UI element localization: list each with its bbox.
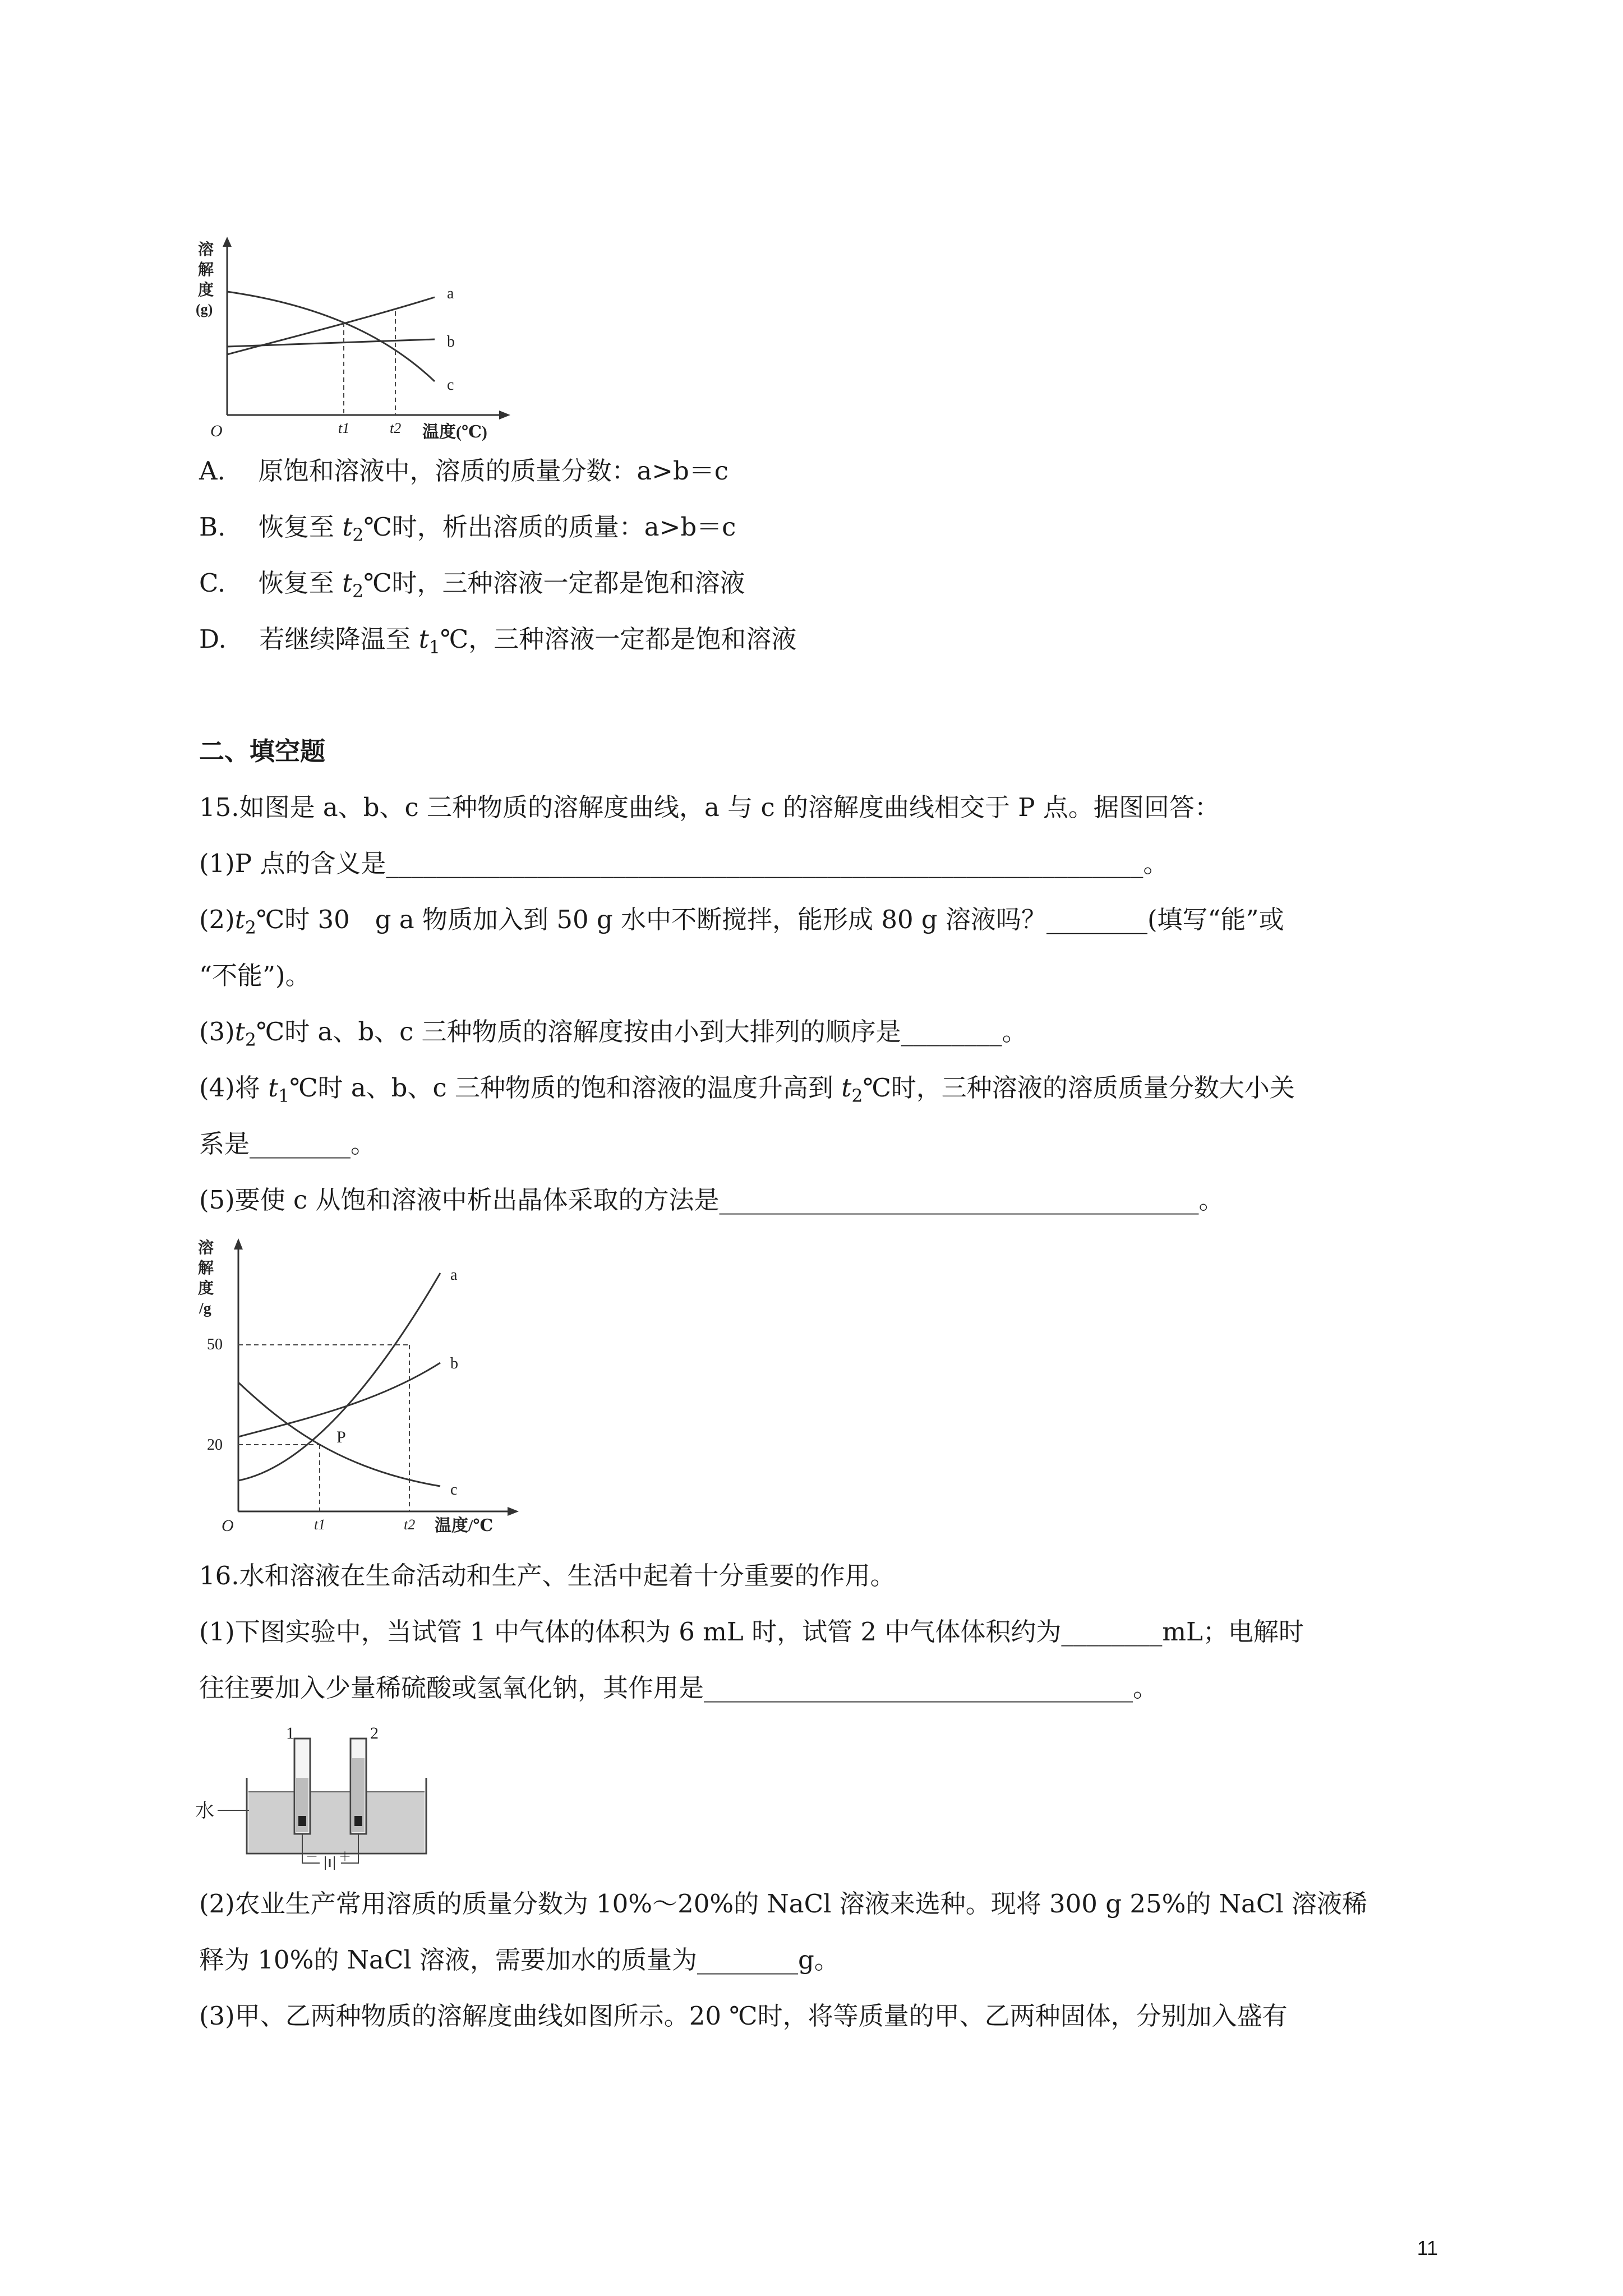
option-b-post: ℃时，析出溶质的质量：a>b＝c xyxy=(363,512,736,542)
chart2-y-arrow xyxy=(234,1238,243,1250)
electrode-2 xyxy=(354,1816,362,1826)
q15-stem: 15.如图是 a、b、c 三种物质的溶解度曲线，a 与 c 的溶解度曲线相交于 P 点。据图回答： xyxy=(199,792,1220,822)
q16-part3: (3)甲、乙两种物质的溶解度曲线如图所示。20 ℃时，将等质量的甲、乙两种固体，分别加入盛有 xyxy=(199,2001,1288,2031)
q15-part4b: 系是________。 xyxy=(199,1129,376,1159)
option-c xyxy=(199,566,745,608)
option-d-pre: 若继续降温至 xyxy=(259,624,419,654)
chart1-label-a: a xyxy=(447,285,454,302)
q15-part2a xyxy=(199,903,1284,945)
chart2-tick-20: 20 xyxy=(207,1436,223,1454)
q15-part2a-post: ℃时 30 g a 物质加入到 50 g 水中不断搅拌，能形成 80 g 溶液吗？________(填写“能”或 xyxy=(256,905,1284,934)
option-b-letter: B. xyxy=(199,512,226,542)
chart2-ylabel-2: 解 xyxy=(198,1260,214,1277)
chart1-ylabel-2: 解 xyxy=(198,261,214,279)
chart1-label-b: b xyxy=(447,333,455,351)
q15-part2a-sub: 2 xyxy=(245,918,256,938)
chart1-xlabel: 温度(℃) xyxy=(422,423,487,441)
q15-part4a xyxy=(199,1071,1295,1113)
q15-part3-pre: (3) xyxy=(199,1017,235,1046)
chart2-ylabel-1: 溶 xyxy=(198,1239,214,1257)
q15-part3-var: t xyxy=(234,1017,245,1046)
chart1-curve-b xyxy=(227,339,435,347)
chart1-t2-tick: t2 xyxy=(390,420,402,436)
q16-part1a: (1)下图实验中，当试管 1 中气体的体积为 6 mL 时，试管 2 中气体体积约为________mL；电解时 xyxy=(199,1617,1304,1647)
chart2-ylabel-4: /g xyxy=(199,1300,211,1317)
q15-part2a-var: t xyxy=(234,905,245,934)
electrode-1 xyxy=(298,1816,306,1826)
page-number: 11 xyxy=(1417,2237,1438,2260)
section-heading: 二、填空题 xyxy=(199,736,326,766)
chart2-point-p: P xyxy=(336,1428,346,1446)
option-b-var: t xyxy=(342,512,353,542)
battery-minus: － xyxy=(306,1850,319,1864)
chart2-xlabel: 温度/℃ xyxy=(435,1516,494,1535)
q15-part4a-post: ℃时，三种溶液的溶质质量分数大小关 xyxy=(863,1073,1295,1103)
chart1-ylabel-1: 溶 xyxy=(198,241,214,259)
q15-part3-post: ℃时 a、b、c 三种物质的溶解度按由小到大排列的顺序是________。 xyxy=(256,1017,1027,1046)
chart2-x-arrow xyxy=(508,1507,519,1516)
q15-part3 xyxy=(199,1015,1027,1057)
chart2-t2-tick: t2 xyxy=(404,1516,416,1533)
chart2-t1-tick: t1 xyxy=(314,1516,326,1533)
option-a-letter: A. xyxy=(199,456,225,486)
chart1-y-arrow xyxy=(223,237,232,247)
tube-2-label: 2 xyxy=(370,1724,379,1742)
water-label: 水 xyxy=(195,1801,214,1822)
q15-part5: (5)要使 c 从饱和溶液中析出晶体采取的方法是______________________________________。 xyxy=(199,1185,1224,1215)
solubility-chart-1 xyxy=(193,236,519,449)
battery-plus: ＋ xyxy=(339,1850,352,1864)
option-c-var: t xyxy=(342,568,353,598)
water-fill xyxy=(248,1792,425,1852)
q15-part4a-sub1: 1 xyxy=(278,1086,290,1106)
chart1-t1-tick: t1 xyxy=(338,420,350,436)
q16-part2b: 释为 10%的 NaCl 溶液，需要加水的质量为________g。 xyxy=(199,1945,840,1975)
q16-stem: 16.水和溶液在生命活动和生产、生活中起着十分重要的作用。 xyxy=(199,1561,896,1590)
q15-part4a-var2: t xyxy=(841,1073,852,1103)
option-d-post: ℃，三种溶液一定都是饱和溶液 xyxy=(440,624,797,654)
option-d-letter: D. xyxy=(199,624,227,654)
solubility-chart-2 xyxy=(193,1234,530,1548)
q15-part4a-sub2: 2 xyxy=(851,1086,863,1106)
option-a-text: 原饱和溶液中，溶质的质量分数：a>b＝c xyxy=(258,456,728,486)
q15-part3-sub: 2 xyxy=(245,1030,256,1050)
option-c-pre: 恢复至 xyxy=(258,568,343,598)
chart2-ylabel-3: 度 xyxy=(198,1280,214,1297)
chart2-label-c: c xyxy=(450,1481,458,1499)
option-b-sub: 2 xyxy=(352,525,364,546)
q15-part4a-mid: ℃时 a、b、c 三种物质的饱和溶液的温度升高到 xyxy=(289,1073,842,1103)
q15-part2a-pre: (2) xyxy=(199,905,235,934)
q15-part1: (1)P 点的含义是____________________________________________________________。 xyxy=(199,849,1169,878)
chart1-origin: O xyxy=(210,422,223,440)
electrolysis-diagram xyxy=(191,1716,449,1879)
option-b xyxy=(199,510,736,552)
option-b-pre: 恢复至 xyxy=(259,512,343,542)
option-a xyxy=(199,454,728,488)
q15-part4a-var1: t xyxy=(268,1073,279,1103)
q15-part4a-pre: (4)将 xyxy=(199,1073,269,1103)
chart1-ylabel-4: (g) xyxy=(196,301,213,317)
tube-1-label: 1 xyxy=(286,1724,294,1742)
chart2-label-a: a xyxy=(450,1266,458,1284)
q15-part2b: “不能”)。 xyxy=(199,961,311,990)
chart1-ylabel-3: 度 xyxy=(198,282,214,299)
chart1-label-c: c xyxy=(447,376,454,394)
option-d-sub: 1 xyxy=(428,638,440,658)
option-c-sub: 2 xyxy=(352,582,364,602)
q16-part2a: (2)农业生产常用溶质的质量分数为 10%～20%的 NaCl 溶液来选种。现将 300 g 25%的 NaCl 溶液稀 xyxy=(199,1889,1367,1919)
option-d-var: t xyxy=(418,624,429,654)
chart1-curve-c xyxy=(227,292,435,381)
option-c-post: ℃时，三种溶液一定都是饱和溶液 xyxy=(363,568,745,598)
chart1-x-arrow xyxy=(499,411,510,419)
chart2-label-b: b xyxy=(450,1355,458,1372)
q16-part1b: 往往要加入少量稀硫酸或氢氧化钠，其作用是__________________________________。 xyxy=(199,1673,1159,1703)
chart2-tick-50: 50 xyxy=(207,1336,223,1353)
option-d xyxy=(199,623,796,665)
chart2-origin: O xyxy=(222,1516,234,1535)
option-c-letter: C. xyxy=(199,568,226,598)
